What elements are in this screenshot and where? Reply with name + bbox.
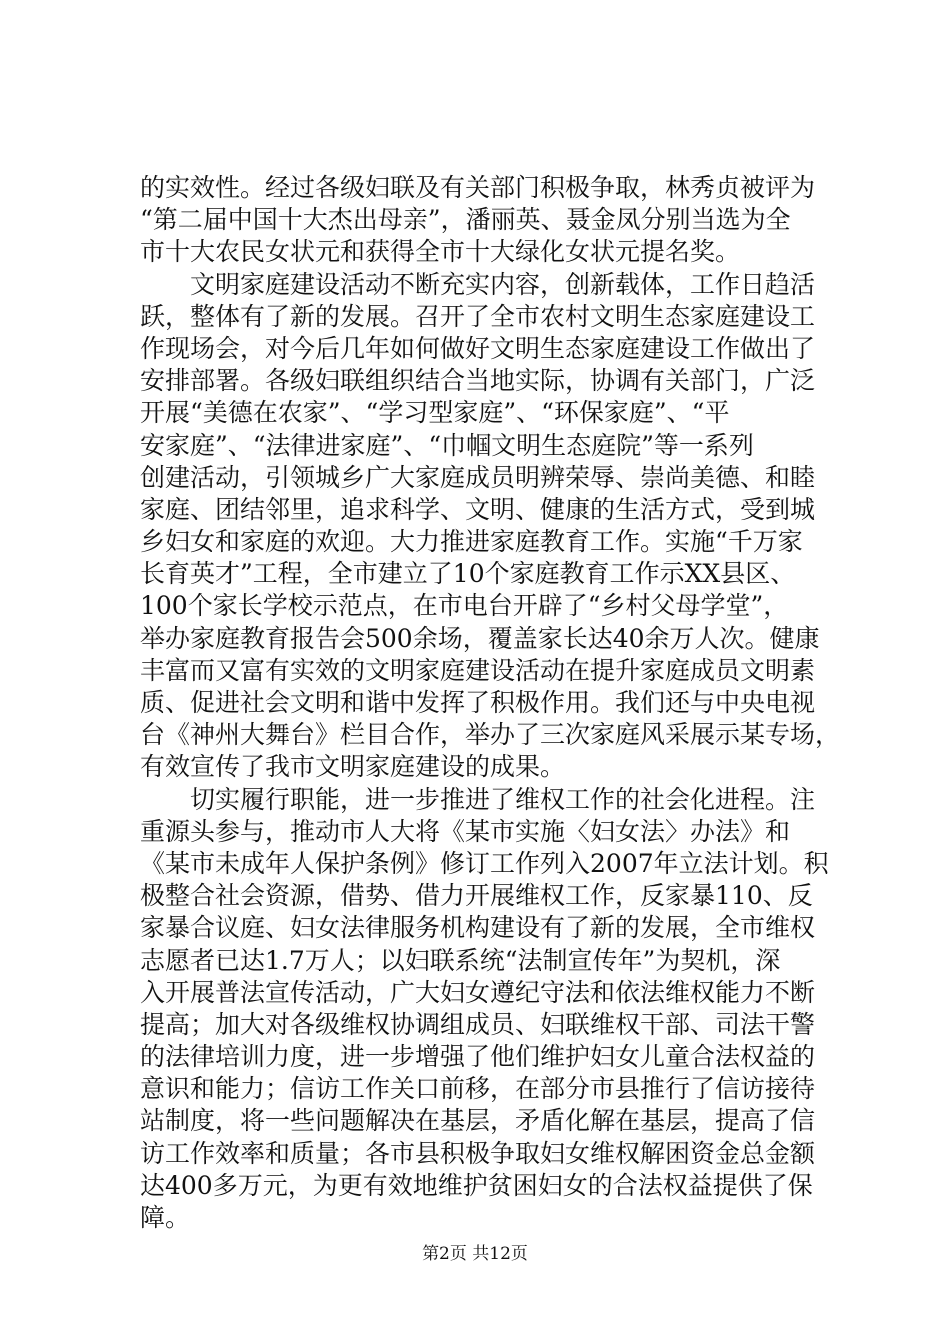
page-footer	[0, 1243, 950, 1265]
text-line: 家暴合议庭、妇女法律服务机构建设有了新的发展，全市维权	[140, 913, 816, 943]
text-line: 长育英才”工程，全市建立了10个家庭教育工作示XX县区、	[140, 559, 796, 589]
text-line: 丰富而又富有实效的文明家庭建设活动在提升家庭成员文明素	[140, 655, 816, 685]
text-line: 台《神州大舞台》栏目合作，举办了三次家庭风采展示某专场，	[140, 720, 841, 750]
text-line: 乡妇女和家庭的欢迎。大力推进家庭教育工作。实施“千万家	[140, 527, 803, 557]
text-line: 的法律培训力度，进一步增强了他们维护妇女儿童合法权益的	[140, 1042, 816, 1072]
text-line: 100个家长学校示范点，在市电台开辟了“乡村父母学堂”，	[140, 591, 789, 621]
text-line: 极整合社会资源，借势、借力开展维权工作，反家暴110、反	[140, 881, 813, 911]
text-line: 的实效性。经过各级妇联及有关部门积极争取，林秀贞被评为	[140, 173, 816, 202]
text-line: 开展“美德在农家”、“学习型家庭”、“环保家庭”、“平	[140, 398, 730, 428]
page-number-label: 第2页 共12页	[422, 1244, 528, 1264]
text-line: 站制度，将一些问题解决在基层，矛盾化解在基层，提高了信	[140, 1106, 816, 1136]
text-line: 市十大农民女状元和获得全市十大绿化女状元提名奖。	[140, 237, 741, 267]
text-line: 跃，整体有了新的发展。召开了全市农村文明生态家庭建设工	[140, 301, 816, 331]
text-line: 访工作效率和质量；各市县积极争取妇女维权解困资金总金额	[140, 1138, 816, 1168]
text-line: 志愿者已达1.7万人；以妇联系统“法制宣传年”为契机，深	[140, 945, 781, 975]
text-line: 《某市未成年人保护条例》修订工作列入2007年立法计划。积	[140, 848, 829, 878]
text-line: 作现场会，对今后几年如何做好文明生态家庭建设工作做出了	[140, 333, 816, 363]
text-line: 障。	[140, 1203, 191, 1232]
text-line: 质、促进社会文明和谐中发挥了积极作用。我们还与中央电视	[140, 688, 816, 717]
text-line: 安家庭”、“法律进家庭”、“巾帼文明生态庭院”等一系列	[140, 430, 754, 460]
text-line: 切实履行职能，进一步推进了维权工作的社会化进程。注	[140, 784, 816, 814]
document-body	[140, 172, 841, 1234]
text-line: “第二届中国十大杰出母亲”，潘丽英、聂金凤分别当选为全	[140, 205, 791, 235]
text-line: 举办家庭教育报告会500余场，覆盖家长达40余万人次。健康	[140, 623, 820, 653]
text-line: 重源头参与，推动市人大将《某市实施〈妇女法〉办法》和	[140, 816, 791, 846]
text-line: 提高；加大对各级维权协调组成员、妇联维权干部、司法干警	[140, 1009, 816, 1039]
text-line: 达400多万元，为更有效地维护贫困妇女的合法权益提供了保	[140, 1170, 813, 1200]
text-line: 有效宣传了我市文明家庭建设的成果。	[140, 752, 566, 782]
text-line: 家庭、团结邻里，追求科学、文明、健康的生活方式，受到城	[140, 494, 816, 524]
text-line: 入开展普法宣传活动，广大妇女遵纪守法和依法维权能力不断	[140, 977, 816, 1007]
text-line: 意识和能力；信访工作关口前移，在部分市县推行了信访接待	[140, 1074, 816, 1104]
text-line: 安排部署。各级妇联组织结合当地实际，协调有关部门，广泛	[140, 366, 816, 396]
text-line: 文明家庭建设活动不断充实内容，创新载体，工作日趋活	[140, 269, 816, 299]
text-line: 创建活动，引领城乡广大家庭成员明辨荣辱、崇尚美德、和睦	[140, 462, 816, 492]
